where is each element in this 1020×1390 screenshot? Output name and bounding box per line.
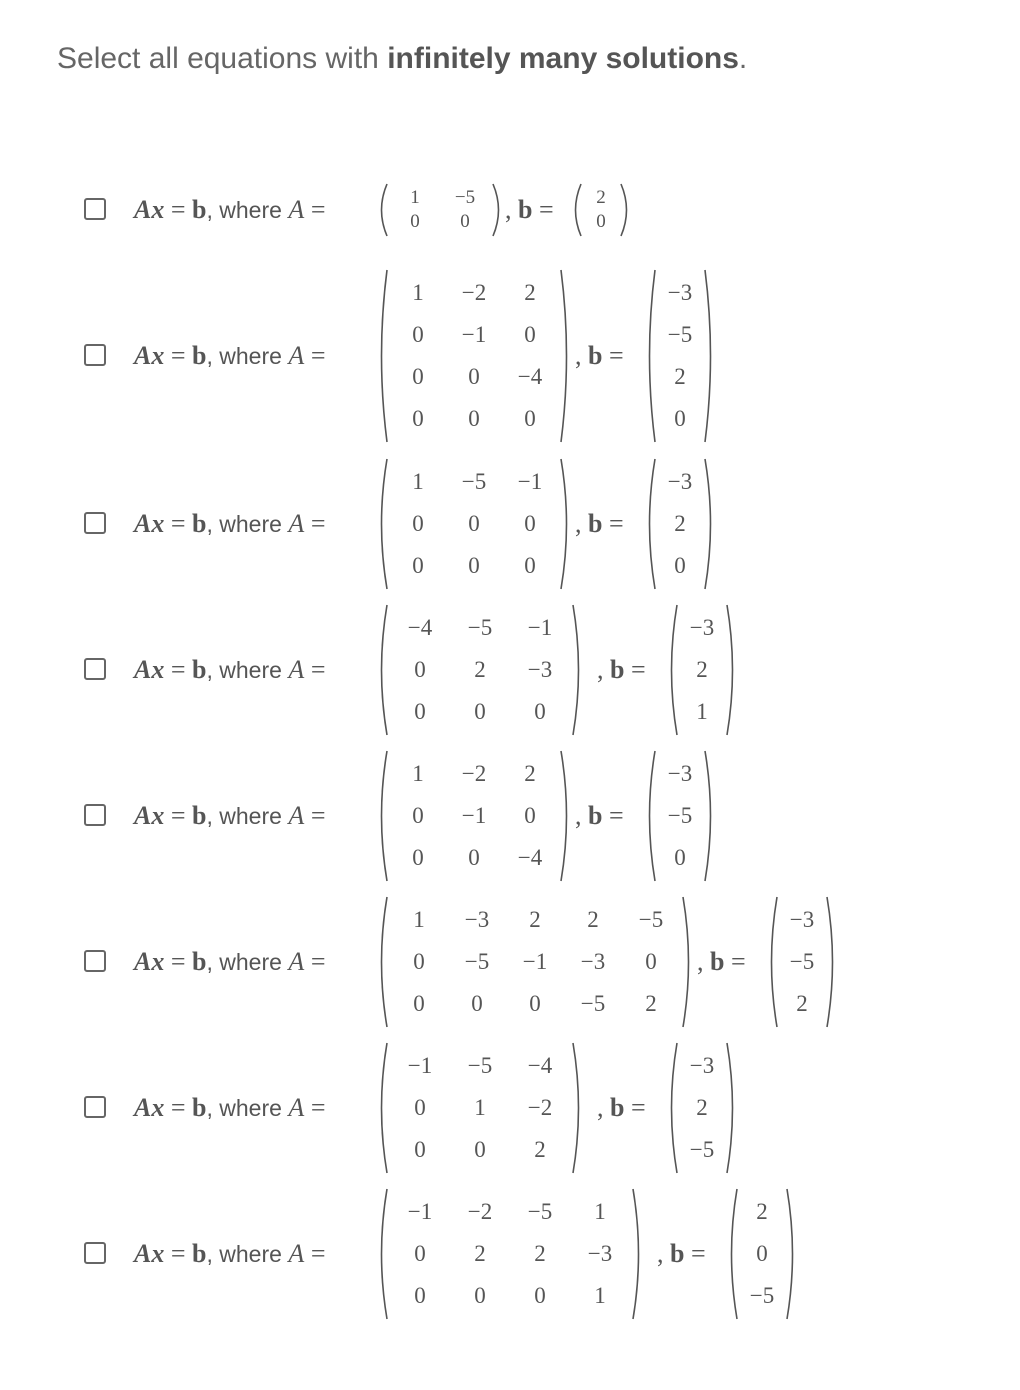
prompt-emphasis: infinitely many solutions (387, 42, 739, 75)
b-term: b (192, 509, 207, 538)
right-paren (680, 895, 696, 1029)
right-paren (724, 1041, 740, 1175)
a-symbol: A (288, 947, 305, 976)
left-paren (374, 749, 390, 883)
b-equals (575, 508, 624, 540)
matrix-entry: 0 (468, 406, 480, 431)
matrix-entry: −3 (527, 657, 553, 682)
right-paren (702, 749, 718, 883)
option-checkbox[interactable] (84, 950, 106, 972)
matrix-entry: 0 (414, 699, 426, 724)
comma: , (697, 947, 704, 976)
matrix-entry: 2 (474, 657, 486, 682)
comma: , (575, 509, 582, 538)
matrix-entry: 0 (468, 553, 480, 578)
right-paren (784, 1187, 800, 1321)
matrix-entry: −5 (667, 803, 693, 828)
vector-b (642, 268, 718, 444)
equals-sign: = (608, 341, 624, 370)
a-symbol: A (288, 509, 305, 538)
matrix-entry: 2 (696, 1095, 708, 1120)
matrix-entry: 1 (594, 1283, 606, 1308)
matrix-a (374, 268, 574, 444)
matrix-entry: 0 (414, 1095, 426, 1120)
a-symbol: A (288, 341, 305, 370)
matrix-entry: 0 (471, 991, 483, 1016)
matrix-entry: −3 (667, 280, 693, 305)
where-label: , where (206, 1095, 282, 1121)
equals-sign: = (538, 195, 554, 224)
comma: , (575, 341, 582, 370)
matrix-entry: −5 (467, 615, 493, 640)
matrix-entry: −4 (517, 364, 543, 389)
equation-lhs (134, 946, 325, 978)
matrix-entry: −5 (580, 991, 606, 1016)
matrix-entry: −5 (749, 1283, 775, 1308)
matrix-entry: −4 (407, 615, 433, 640)
matrix-entry: 0 (412, 803, 424, 828)
right-paren (570, 603, 586, 737)
equals-sign: = (310, 801, 326, 830)
left-paren (642, 268, 658, 444)
right-paren (702, 268, 718, 444)
matrix-entry: 0 (412, 511, 424, 536)
where-label: , where (206, 343, 282, 369)
matrix-entry: 2 (529, 907, 541, 932)
a-symbol: A (288, 655, 305, 684)
matrix-entry: 0 (460, 211, 470, 232)
matrix-entry: −1 (461, 803, 487, 828)
right-paren (558, 749, 574, 883)
left-paren (642, 749, 658, 883)
matrix-entry: −3 (667, 469, 693, 494)
matrix-entry: −5 (638, 907, 664, 932)
where-label: , where (206, 1241, 282, 1267)
option-checkbox[interactable] (84, 344, 106, 366)
equals-sign: = (730, 947, 746, 976)
matrix-entry: 0 (468, 845, 480, 870)
matrix-entry: 2 (696, 657, 708, 682)
matrix-entry: 2 (524, 280, 536, 305)
b-equals (575, 340, 624, 372)
matrix-entry: 0 (414, 1137, 426, 1162)
matrix-entry: −3 (789, 907, 815, 932)
matrix-entry: −1 (407, 1053, 433, 1078)
matrix-a (374, 895, 696, 1029)
vector-b (724, 1187, 800, 1321)
left-paren (568, 182, 584, 238)
b-term: b (588, 509, 603, 538)
matrix-entry: −5 (461, 469, 487, 494)
matrix-entry: −1 (517, 469, 543, 494)
b-equals (697, 946, 746, 978)
ax-term: Ax (134, 341, 165, 370)
vector-b (568, 182, 634, 238)
comma: , (575, 801, 582, 830)
ax-term: Ax (134, 509, 165, 538)
option-checkbox[interactable] (84, 198, 106, 220)
matrix-a-entries (390, 749, 558, 883)
b-term: b (670, 1239, 685, 1268)
equals-sign: = (310, 947, 326, 976)
matrix-entry: −5 (789, 949, 815, 974)
equals-sign: = (310, 195, 326, 224)
matrix-entry: −5 (454, 187, 476, 208)
where-label: , where (206, 657, 282, 683)
vector-b (664, 1041, 740, 1175)
comma: , (657, 1239, 664, 1268)
a-symbol: A (288, 1093, 305, 1122)
option-checkbox[interactable] (84, 658, 106, 680)
ax-term: Ax (134, 947, 165, 976)
matrix-entry: 0 (534, 699, 546, 724)
equals-sign: = (310, 341, 326, 370)
matrix-a-entries (390, 895, 680, 1029)
matrix-entry: 0 (529, 991, 541, 1016)
vector-b-entries (680, 603, 724, 737)
matrix-entry: −3 (667, 761, 693, 786)
equals-sign: = (630, 1093, 646, 1122)
matrix-entry: −2 (467, 1199, 493, 1224)
comma: , (505, 195, 512, 224)
matrix-entry: 2 (524, 761, 536, 786)
right-paren (570, 1041, 586, 1175)
equals-sign: = (170, 1093, 186, 1122)
matrix-entry: 0 (413, 949, 425, 974)
equals-sign: = (170, 801, 186, 830)
left-paren (374, 457, 390, 591)
matrix-entry: −2 (461, 761, 487, 786)
option-checkbox[interactable] (84, 1242, 106, 1264)
b-term: b (192, 801, 207, 830)
matrix-entry: −4 (517, 845, 543, 870)
matrix-entry: −3 (689, 1053, 715, 1078)
equals-sign: = (170, 947, 186, 976)
a-symbol: A (288, 1239, 305, 1268)
b-term: b (610, 655, 625, 684)
ax-term: Ax (134, 195, 165, 224)
b-term: b (192, 341, 207, 370)
matrix-entry: −1 (461, 322, 487, 347)
b-term: b (610, 1093, 625, 1122)
equals-sign: = (608, 801, 624, 830)
matrix-entry: 2 (796, 991, 808, 1016)
matrix-entry: 0 (413, 991, 425, 1016)
vector-b-entries (740, 1187, 784, 1321)
matrix-entry: −5 (667, 322, 693, 347)
matrix-entry: 2 (674, 511, 686, 536)
left-paren (764, 895, 780, 1029)
option-checkbox[interactable] (84, 512, 106, 534)
left-paren (374, 895, 390, 1029)
right-paren (630, 1187, 646, 1321)
question-prompt (57, 42, 747, 76)
matrix-entry: 1 (594, 1199, 606, 1224)
right-paren (558, 457, 574, 591)
vector-b (664, 603, 740, 737)
matrix-entry: 0 (414, 1241, 426, 1266)
left-paren (374, 603, 390, 737)
matrix-entry: 1 (696, 699, 708, 724)
matrix-entry: 0 (410, 211, 420, 232)
b-term: b (192, 1239, 207, 1268)
matrix-entry: 0 (412, 406, 424, 431)
matrix-entry: 0 (674, 845, 686, 870)
vector-b (642, 457, 718, 591)
equals-sign: = (310, 655, 326, 684)
matrix-entry: 1 (412, 761, 424, 786)
b-equals (597, 654, 646, 686)
equation-lhs (134, 800, 325, 832)
equation-lhs (134, 508, 325, 540)
matrix-entry: −3 (580, 949, 606, 974)
where-label: , where (206, 803, 282, 829)
matrix-entry: 0 (412, 322, 424, 347)
equation-lhs (134, 1238, 325, 1270)
vector-b (764, 895, 840, 1029)
b-equals (597, 1092, 646, 1124)
vector-b-entries (658, 457, 702, 591)
matrix-entry: 0 (524, 406, 536, 431)
matrix-entry: 0 (412, 845, 424, 870)
prompt-suffix: . (738, 42, 748, 75)
b-term: b (192, 655, 207, 684)
matrix-a-entries (390, 603, 570, 737)
matrix-entry: 2 (587, 907, 599, 932)
equals-sign: = (310, 1093, 326, 1122)
matrix-entry: −3 (689, 615, 715, 640)
matrix-entry: −1 (522, 949, 548, 974)
b-equals (505, 194, 554, 226)
b-term: b (588, 801, 603, 830)
option-checkbox[interactable] (84, 1096, 106, 1118)
vector-b-entries (658, 749, 702, 883)
option-checkbox[interactable] (84, 804, 106, 826)
matrix-entry: 1 (412, 469, 424, 494)
matrix-entry: 0 (674, 553, 686, 578)
matrix-entry: 0 (674, 406, 686, 431)
matrix-a (374, 603, 586, 737)
comma: , (597, 655, 604, 684)
b-term: b (710, 947, 725, 976)
matrix-entry: −3 (587, 1241, 613, 1266)
matrix-entry: 0 (524, 322, 536, 347)
matrix-entry: 2 (534, 1241, 546, 1266)
matrix-entry: 0 (474, 1283, 486, 1308)
equals-sign: = (170, 195, 186, 224)
matrix-entry: 0 (468, 364, 480, 389)
matrix-entry: −3 (464, 907, 490, 932)
matrix-entry: 0 (474, 699, 486, 724)
prompt-prefix: Select all equations with (57, 42, 388, 75)
right-paren (702, 457, 718, 591)
right-paren (558, 268, 574, 444)
equals-sign: = (690, 1239, 706, 1268)
matrix-a-entries (390, 268, 558, 444)
matrix-a-entries (390, 1041, 570, 1175)
matrix-entry: −5 (467, 1053, 493, 1078)
right-paren (618, 182, 634, 238)
matrix-entry: 0 (412, 364, 424, 389)
left-paren (374, 182, 390, 238)
right-paren (724, 603, 740, 737)
equals-sign: = (170, 655, 186, 684)
matrix-entry: −1 (527, 615, 553, 640)
ax-term: Ax (134, 801, 165, 830)
matrix-entry: 0 (596, 211, 606, 232)
b-term: b (192, 947, 207, 976)
matrix-entry: −2 (461, 280, 487, 305)
left-paren (724, 1187, 740, 1321)
vector-b (642, 749, 718, 883)
matrix-entry: 2 (756, 1199, 768, 1224)
matrix-entry: 2 (596, 187, 606, 208)
vector-b-entries (584, 182, 618, 238)
a-symbol: A (288, 801, 305, 830)
matrix-entry: −4 (527, 1053, 553, 1078)
matrix-entry: −1 (407, 1199, 433, 1224)
where-label: , where (206, 197, 282, 223)
b-equals (575, 800, 624, 832)
matrix-entry: 1 (474, 1095, 486, 1120)
right-paren (824, 895, 840, 1029)
vector-b-entries (658, 268, 702, 444)
equals-sign: = (170, 509, 186, 538)
b-equals (657, 1238, 706, 1270)
matrix-entry: 2 (474, 1241, 486, 1266)
matrix-entry: 0 (524, 511, 536, 536)
ax-term: Ax (134, 1239, 165, 1268)
equals-sign: = (630, 655, 646, 684)
ax-term: Ax (134, 655, 165, 684)
matrix-entry: 0 (468, 511, 480, 536)
matrix-a-entries (390, 1187, 630, 1321)
right-paren (490, 182, 506, 238)
matrix-a-entries (390, 182, 490, 238)
matrix-entry: 0 (756, 1241, 768, 1266)
matrix-entry: −2 (527, 1095, 553, 1120)
matrix-entry: 1 (410, 187, 420, 208)
b-term: b (192, 1093, 207, 1122)
matrix-entry: 0 (474, 1137, 486, 1162)
matrix-a (374, 1041, 586, 1175)
matrix-a (374, 749, 574, 883)
vector-b-entries (680, 1041, 724, 1175)
comma: , (597, 1093, 604, 1122)
matrix-entry: 0 (534, 1283, 546, 1308)
matrix-a (374, 1187, 646, 1321)
equation-lhs (134, 194, 325, 226)
b-term: b (518, 195, 533, 224)
matrix-entry: 0 (524, 803, 536, 828)
where-label: , where (206, 949, 282, 975)
equals-sign: = (310, 509, 326, 538)
matrix-entry: 0 (412, 553, 424, 578)
matrix-entry: 2 (674, 364, 686, 389)
left-paren (374, 1041, 390, 1175)
left-paren (642, 457, 658, 591)
left-paren (374, 268, 390, 444)
matrix-entry: −5 (464, 949, 490, 974)
vector-b-entries (780, 895, 824, 1029)
matrix-entry: 0 (524, 553, 536, 578)
matrix-entry: 2 (645, 991, 657, 1016)
matrix-entry: −5 (689, 1137, 715, 1162)
ax-term: Ax (134, 1093, 165, 1122)
equals-sign: = (608, 509, 624, 538)
matrix-entry: 1 (412, 280, 424, 305)
where-label: , where (206, 511, 282, 537)
a-symbol: A (288, 195, 305, 224)
equals-sign: = (170, 341, 186, 370)
b-term: b (192, 195, 207, 224)
left-paren (374, 1187, 390, 1321)
equals-sign: = (310, 1239, 326, 1268)
matrix-entry: 1 (413, 907, 425, 932)
left-paren (664, 1041, 680, 1175)
left-paren (664, 603, 680, 737)
matrix-a-entries (390, 457, 558, 591)
equation-lhs (134, 654, 325, 686)
equation-lhs (134, 1092, 325, 1124)
matrix-entry: 0 (645, 949, 657, 974)
matrix-a (374, 182, 506, 238)
matrix-entry: −5 (527, 1199, 553, 1224)
matrix-entry: 0 (414, 1283, 426, 1308)
matrix-entry: 2 (534, 1137, 546, 1162)
equation-lhs (134, 340, 325, 372)
matrix-a (374, 457, 574, 591)
b-term: b (588, 341, 603, 370)
matrix-entry: 0 (414, 657, 426, 682)
equals-sign: = (170, 1239, 186, 1268)
